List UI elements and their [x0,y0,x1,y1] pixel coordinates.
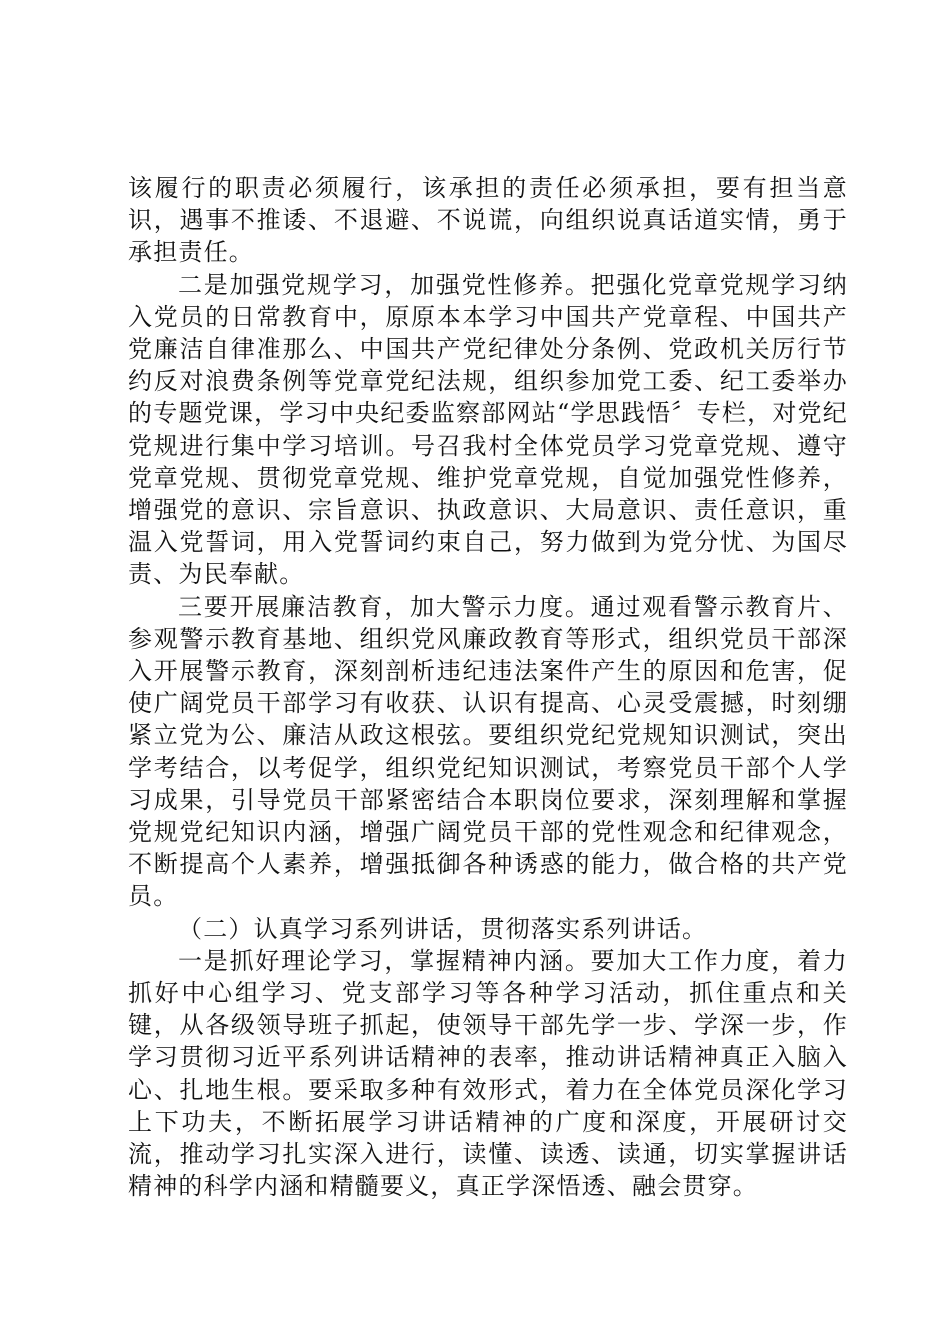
paragraph-continuation: 该履行的职责必须履行，该承担的责任必须承担，要有担当意识，遇事不推诿、不退避、不说谎，向组织说真话道实情，勇于承担责任。 [128,174,848,267]
document-body [128,172,848,1203]
paragraph-theory-study: 一是抓好理论学习，掌握精神内涵。要加大工作力度，着力抓好中心组学习、党支部学习等各种学习活动，抓住重点和关键，从各级领导班子抓起，使领导干部先学一步、学深一步，作学习贯彻习近平系列讲话精神的表率，推动讲话精神真正入脑入心、扎地生根。要采取多种有效形式，着力在全体党员深化学习上下功夫，不断拓展学习讲话精神的广度和深度，开展研讨交流，推动学习扎实深入进行，读懂、读透、读通，切实掌握讲话精神的科学内涵和精髓要义，真正学深悟透、融会贯穿。 [128,946,848,1201]
paragraph-integrity-education: 三要开展廉洁教育，加大警示力度。通过观看警示教育片、参观警示教育基地、组织党风廉政教育等形式，组织党员干部深入开展警示教育，深刻剖析违纪违法案件产生的原因和危害，促使广阔党员干部学习有收获、认识有提高、心灵受震撼，时刻绷紧立党为公、廉洁从政这根弦。要组织党纪党规知识测试，突出学考结合，以考促学，组织党纪知识测试，考察党员干部个人学习成果，引导党员干部紧密结合本职岗位要求，深刻理解和掌握党规党纪知识内涵，增强广阔党员干部的党性观念和纪律观念，不断提高个人素养，增强抵御各种诱惑的能力，做合格的共产党员。 [128,592,848,911]
section-heading-speech-study: （二）认真学习系列讲话，贯彻落实系列讲话。 [178,914,708,943]
paragraph-party-rules-study: 二是加强党规学习，加强党性修养。把强化党章党规学习纳入党员的日常教育中，原原本本学习中国共产党章程、中国共产党廉洁自律准那么、中国共产党纪律处分条例、党政机关厉行节约反对浪费条例等党章党纪法规，组织参加党工委、纪工委举办的专题党课，学习中央纪委监察部网站“学思践悟〞专栏，对党纪党规进行集中学习培训。号召我村全体党员学习党章党规、遵守党章党规、贯彻党章党规、维护党章党规，自觉加强党性修养，增强党的意识、宗旨意识、执政意识、大局意识、责任意识，重温入党誓词，用入党誓词约束自己，努力做到为党分忧、为国尽责、为民奉献。 [128,270,848,589]
